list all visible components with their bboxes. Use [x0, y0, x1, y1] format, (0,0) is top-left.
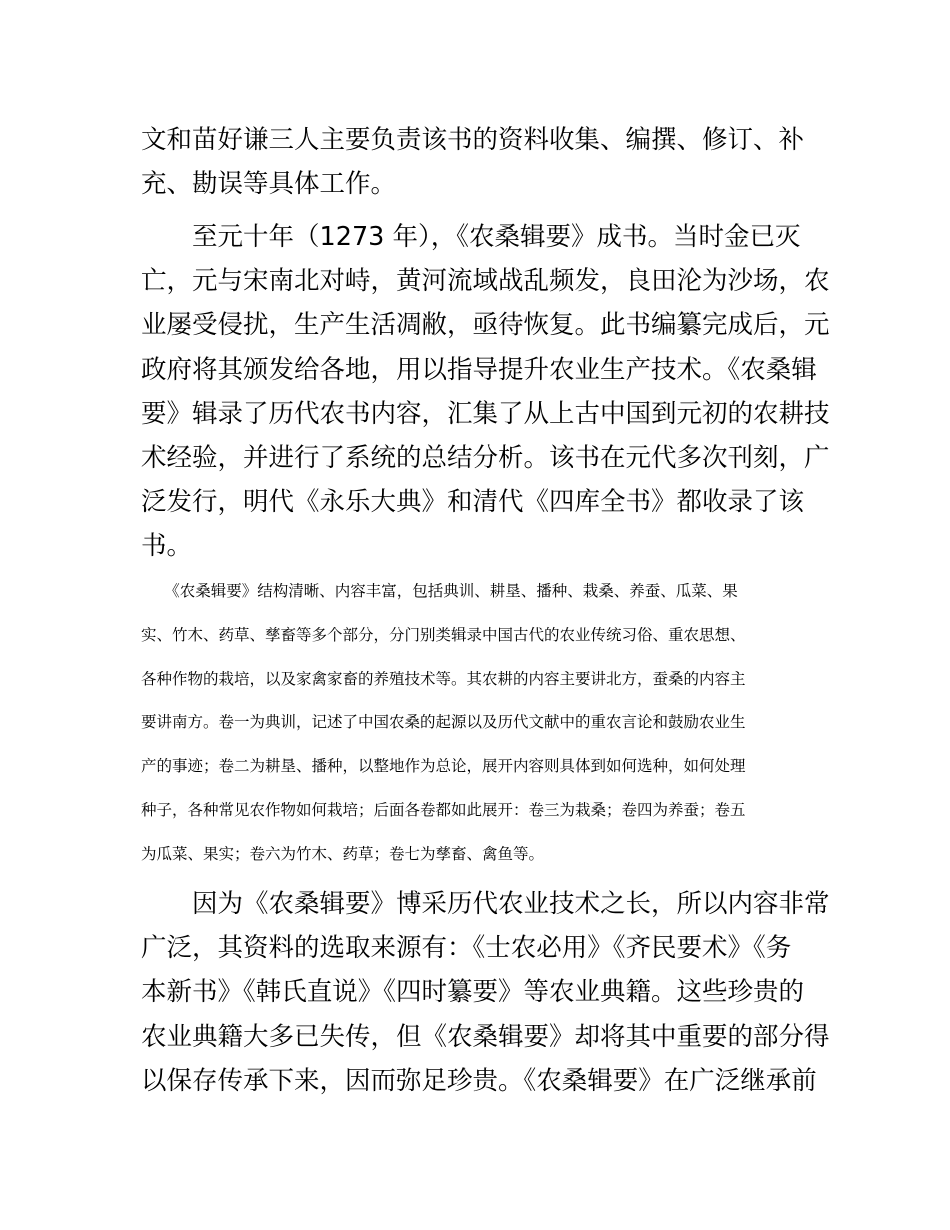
text-line: 以保存传承下来，因而弥足珍贵。《农桑辑要》在广泛继承前	[141, 1065, 817, 1096]
text-line: 本新书》《韩氏直说》《四时纂要》等农业典籍。这些珍贵的	[141, 977, 805, 1008]
text-line: 因为《农桑辑要》博采历代农业技术之长，所以内容非常	[141, 889, 830, 919]
text-line: 广泛，其资料的选取来源有：《士农必用》《齐民要术》《务	[141, 933, 792, 964]
text-line: 业屡受侵扰，生产生活凋敝，亟待恢复。此书编纂完成后，元	[141, 310, 830, 341]
text-line: 实、竹木、药草、孳畜等多个部分，分门别类辑录中国古代的农业传统习俗、重农思想、	[141, 625, 746, 644]
text-line: 要讲南方。卷一为典训，记述了中国农桑的起源以及历代文献中的重农言论和鼓励农业生	[141, 713, 746, 732]
paragraph-structure	[141, 570, 811, 877]
text-line: 各种作物的栽培，以及家禽家畜的养殖技术等。其农耕的内容主要讲北方，蚕桑的内容主	[141, 669, 746, 688]
text-line: 《农桑辑要》结构清晰、内容丰富，包括典训、耕垦、播种、栽桑、养蚕、瓜菜、果	[141, 582, 738, 600]
text-line: 为瓜菜、果实；卷六为竹木、药草；卷七为孳畜、禽鱼等。	[141, 844, 545, 863]
text-line: 产的事迹；卷二为耕垦、播种，以整地作为总论，展开内容则具体到如何选种，如何处理	[141, 757, 746, 776]
paragraph-continued	[141, 118, 811, 206]
text-line: 术经验，并进行了系统的总结分析。该书在元代多次刊刻，广	[141, 443, 830, 474]
text-line: 亡，元与宋南北对峙，黄河流域战乱频发，良田沦为沙场，农	[141, 266, 830, 297]
text-line: 政府将其颁发给各地，用以指导提升农业生产技术。《农桑辑	[141, 354, 817, 385]
text-line: 种子，各种常见农作物如何栽培；后面各卷都如此展开：卷三为栽桑；卷四为养蚕；卷五	[141, 800, 746, 819]
text-line: 书。	[141, 531, 193, 562]
text-line: 至元十年（1273 年），《农桑辑要》成书。当时金已灭	[141, 222, 801, 252]
text-line: 泛发行，明代《永乐大典》和清代《四库全书》都收录了该	[141, 487, 805, 518]
text-line: 要》辑录了历代农书内容，汇集了从上古中国到元初的农耕技	[141, 398, 830, 429]
text-line: 农业典籍大多已失传，但《农桑辑要》却将其中重要的部分得	[141, 1021, 830, 1052]
paragraph-sources	[141, 882, 830, 1103]
text-line: 文和苗好谦三人主要负责该书的资料收集、编撰、修订、补	[141, 125, 805, 155]
paragraph-completion	[141, 215, 830, 569]
text-line: 充、勘误等具体工作。	[141, 169, 397, 200]
